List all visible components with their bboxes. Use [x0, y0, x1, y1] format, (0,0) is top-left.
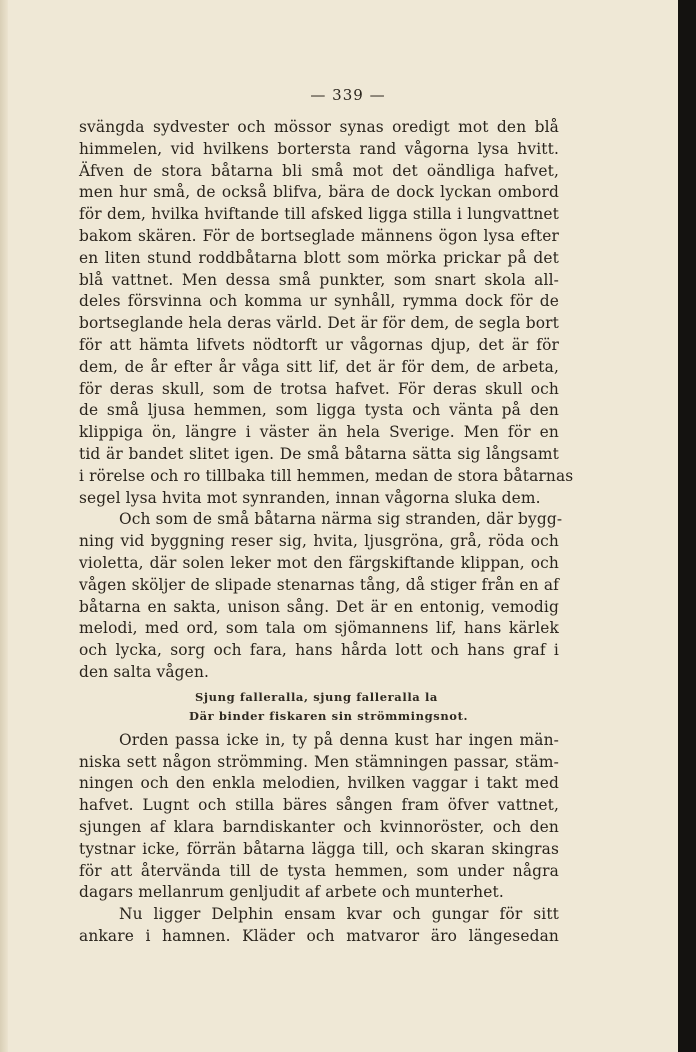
text-line: violetta, där solen leker mot den färgskiftande klippan, och	[79, 553, 559, 572]
text-line: tystnar icke, förrän båtarna lägga till, och skaran skingras	[79, 839, 559, 858]
text-line: den salta vågen.	[79, 662, 210, 681]
text-line: dem, de år efter år våga sitt lif, det är för dem, de arbeta,	[79, 357, 559, 376]
text-line: segel lysa hvita mot synranden, innan vågorna sluka dem.	[79, 488, 541, 507]
verse-line: Där binder fiskaren sin strömmingsnot.	[189, 708, 469, 723]
text-line: Nu ligger Delphin ensam kvar och gungar för sitt	[119, 905, 559, 924]
paragraph-4	[79, 904, 559, 948]
text-line: Äfven de stora båtarna bli små mot det oändliga hafvet,	[79, 161, 559, 180]
text-line: tid är bandet slitet igen. De små båtarna sätta sig långsamt	[79, 444, 559, 463]
text-line: himmelen, vid hvilkens bortersta rand vågorna lysa hvitt.	[79, 139, 559, 158]
text-line: för att hämta lifvets nödtorft ur vågornas djup, det är för	[79, 335, 559, 354]
text-line: för dem, hvilka hviftande till afsked ligga stilla i lungvattnet	[79, 205, 559, 224]
text-line: bakom skären. För de bortseglade männens ögon lysa efter	[79, 226, 559, 245]
song-verse	[79, 688, 559, 726]
text-line: i rörelse och ro tillbaka till hemmen, medan de stora båtarnas	[79, 466, 574, 485]
text-line: vågen sköljer de slipade stenarnas tång, då stiger från en af	[79, 575, 559, 594]
text-line: ning vid byggning reser sig, hvita, ljusgröna, grå, röda och	[79, 532, 559, 551]
text-line: melodi, med ord, som tala om sjömannens lif, hans kärlek	[79, 619, 559, 638]
paragraph-3	[79, 730, 559, 904]
text-line: ningen och den enkla melodien, hvilken vaggar i takt med	[79, 774, 559, 793]
text-line: båtarna en sakta, unison sång. Det är en entonig, vemodig	[79, 597, 559, 616]
text-line: de små ljusa hemmen, som ligga tysta och vänta på den	[79, 401, 559, 420]
text-line: sjungen af klara barndiskanter och kvinnoröster, och den	[79, 817, 559, 836]
text-line: och lycka, sorg och fara, hans hårda lott och hans graf i	[79, 641, 559, 660]
text-line: Orden passa icke in, ty på denna kust har ingen män-	[119, 730, 559, 749]
page-left-edge	[0, 0, 8, 1052]
verse-line: Sjung falleralla, sjung falleralla la	[195, 689, 438, 704]
text-line: Och som de små båtarna närma sig stranden, där bygg-	[119, 510, 563, 529]
text-line: men hur små, de också blifva, bära de dock lyckan ombord	[79, 183, 559, 202]
body-text	[79, 117, 574, 948]
text-line: deles försvinna och komma ur synhåll, rymma dock för de	[79, 292, 559, 311]
text-line: dagars mellanrum genljudit af arbete och munterhet.	[79, 883, 504, 902]
text-line: hafvet. Lugnt och stilla bäres sången fram öfver vattnet,	[79, 796, 559, 815]
paragraph-1	[79, 117, 574, 509]
page-number: — 339 —	[310, 86, 386, 104]
text-line: blå vattnet. Men dessa små punkter, som snart skola all-	[79, 270, 559, 289]
text-line: för deras skull, som de trotsa hafvet. För deras skull och	[79, 379, 559, 398]
page-right-edge	[678, 0, 696, 1052]
text-line: niska sett någon strömming. Men stämningen passar, stäm-	[79, 752, 559, 771]
text-line: svängda sydvester och mössor synas oredigt mot den blå	[79, 118, 559, 136]
text-line: klippiga ön, längre i väster än hela Sverige. Men för en	[79, 423, 559, 442]
text-line: för att återvända till de tysta hemmen, som under några	[79, 861, 559, 880]
text-line: bortseglande hela deras värld. Det är för dem, de segla bort	[79, 314, 559, 333]
text-line: en liten stund roddbåtarna blott som mörka prickar på det	[79, 248, 559, 267]
paragraph-2	[79, 509, 563, 683]
text-line: ankare i hamnen. Kläder och matvaror äro längesedan	[79, 926, 559, 945]
